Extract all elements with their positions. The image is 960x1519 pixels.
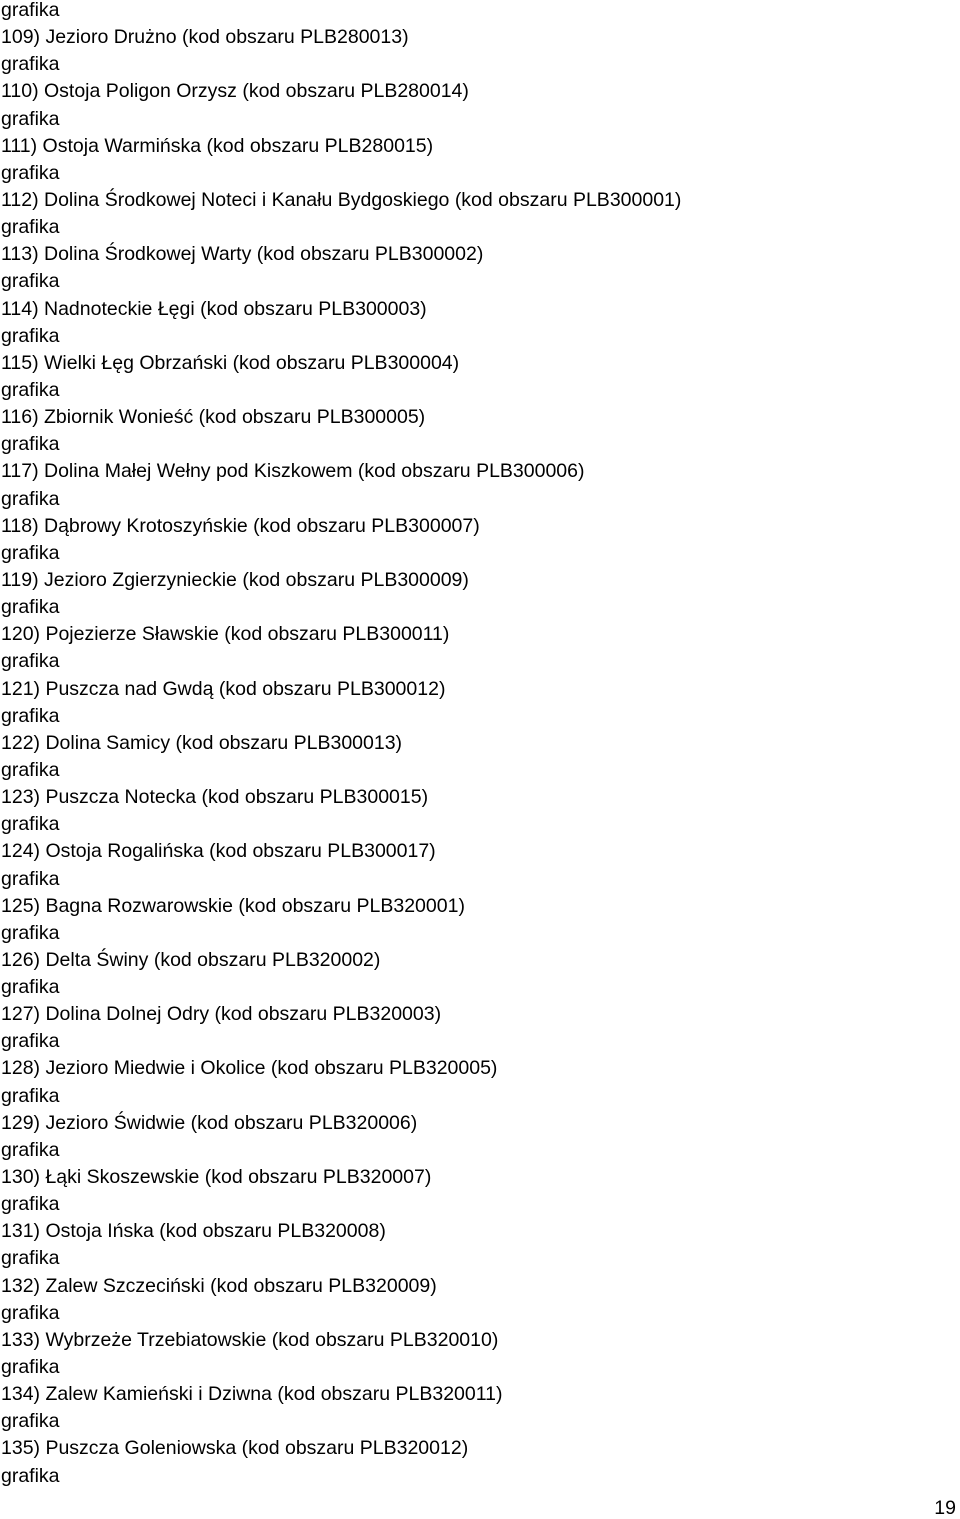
list-item: 112) Dolina Środkowej Noteci i Kanału Bydgoskiego (kod obszaru PLB300001) [1, 188, 682, 211]
image-placeholder: grafika [1, 541, 60, 564]
image-placeholder: grafika [1, 1030, 60, 1053]
image-placeholder: grafika [1, 1410, 60, 1433]
image-placeholder: grafika [1, 596, 60, 619]
list-item: 122) Dolina Samicy (kod obszaru PLB300013) [1, 731, 403, 754]
list-item: 120) Pojezierze Sławskie (kod obszaru PLB300011) [1, 623, 450, 646]
image-placeholder: grafika [1, 433, 60, 456]
list-item: 109) Jezioro Drużno (kod obszaru PLB280013) [1, 26, 409, 49]
list-item: 117) Dolina Małej Wełny pod Kiszkowem (kod obszaru PLB300006) [1, 460, 585, 483]
image-placeholder: grafika [1, 0, 60, 21]
list-item: 110) Ostoja Poligon Orzysz (kod obszaru PLB280014) [1, 80, 469, 103]
image-placeholder: grafika [1, 270, 60, 293]
image-placeholder: grafika [1, 107, 60, 130]
list-item: 127) Dolina Dolnej Odry (kod obszaru PLB320003) [1, 1003, 442, 1026]
image-placeholder: grafika [1, 378, 60, 401]
image-placeholder: grafika [1, 976, 60, 999]
image-placeholder: grafika [1, 1356, 60, 1379]
document-body [1, 0, 941, 1490]
list-item: 114) Nadnoteckie Łęgi (kod obszaru PLB300003) [1, 297, 427, 320]
list-item: 131) Ostoja Ińska (kod obszaru PLB320008) [1, 1220, 386, 1243]
list-item: 124) Ostoja Rogalińska (kod obszaru PLB300017) [1, 840, 436, 863]
image-placeholder: grafika [1, 487, 60, 510]
list-item: 113) Dolina Środkowej Warty (kod obszaru PLB300002) [1, 243, 484, 266]
list-item: 128) Jezioro Miedwie i Okolice (kod obszaru PLB320005) [1, 1057, 498, 1080]
image-placeholder: grafika [1, 161, 60, 184]
list-item: 125) Bagna Rozwarowskie (kod obszaru PLB320001) [1, 894, 465, 917]
list-item: 116) Zbiornik Wonieść (kod obszaru PLB300005) [1, 406, 426, 429]
image-placeholder: grafika [1, 1247, 60, 1270]
page-number: 19 [934, 1497, 956, 1519]
list-item: 121) Puszcza nad Gwdą (kod obszaru PLB300012) [1, 677, 446, 700]
list-item: 130) Łąki Skoszewskie (kod obszaru PLB320007) [1, 1166, 432, 1189]
image-placeholder: grafika [1, 216, 60, 239]
list-item: 129) Jezioro Świdwie (kod obszaru PLB320006) [1, 1111, 418, 1134]
image-placeholder: grafika [1, 921, 60, 944]
list-item: 123) Puszcza Notecka (kod obszaru PLB300015) [1, 786, 429, 809]
list-item: 126) Delta Świny (kod obszaru PLB320002) [1, 948, 381, 971]
image-placeholder: grafika [1, 1301, 60, 1324]
list-item: 111) Ostoja Warmińska (kod obszaru PLB280015) [1, 134, 434, 157]
image-placeholder: grafika [1, 650, 60, 673]
image-placeholder: grafika [1, 813, 60, 836]
list-item: 118) Dąbrowy Krotoszyńskie (kod obszaru PLB300007) [1, 514, 480, 537]
list-item: 119) Jezioro Zgierzynieckie (kod obszaru PLB300009) [1, 568, 469, 591]
list-item: 135) Puszcza Goleniowska (kod obszaru PLB320012) [1, 1437, 469, 1460]
image-placeholder: grafika [1, 1193, 60, 1216]
image-placeholder: grafika [1, 53, 60, 76]
image-placeholder: grafika [1, 1464, 60, 1487]
list-item: 115) Wielki Łęg Obrzański (kod obszaru PLB300004) [1, 351, 460, 374]
image-placeholder: grafika [1, 1084, 60, 1107]
list-item: 132) Zalew Szczeciński (kod obszaru PLB320009) [1, 1274, 437, 1297]
image-placeholder: grafika [1, 758, 60, 781]
image-placeholder: grafika [1, 1138, 60, 1161]
list-item: 134) Zalew Kamieński i Dziwna (kod obszaru PLB320011) [1, 1383, 503, 1406]
image-placeholder: grafika [1, 704, 60, 727]
image-placeholder: grafika [1, 324, 60, 347]
list-item: 133) Wybrzeże Trzebiatowskie (kod obszaru PLB320010) [1, 1328, 499, 1351]
image-placeholder: grafika [1, 867, 60, 890]
